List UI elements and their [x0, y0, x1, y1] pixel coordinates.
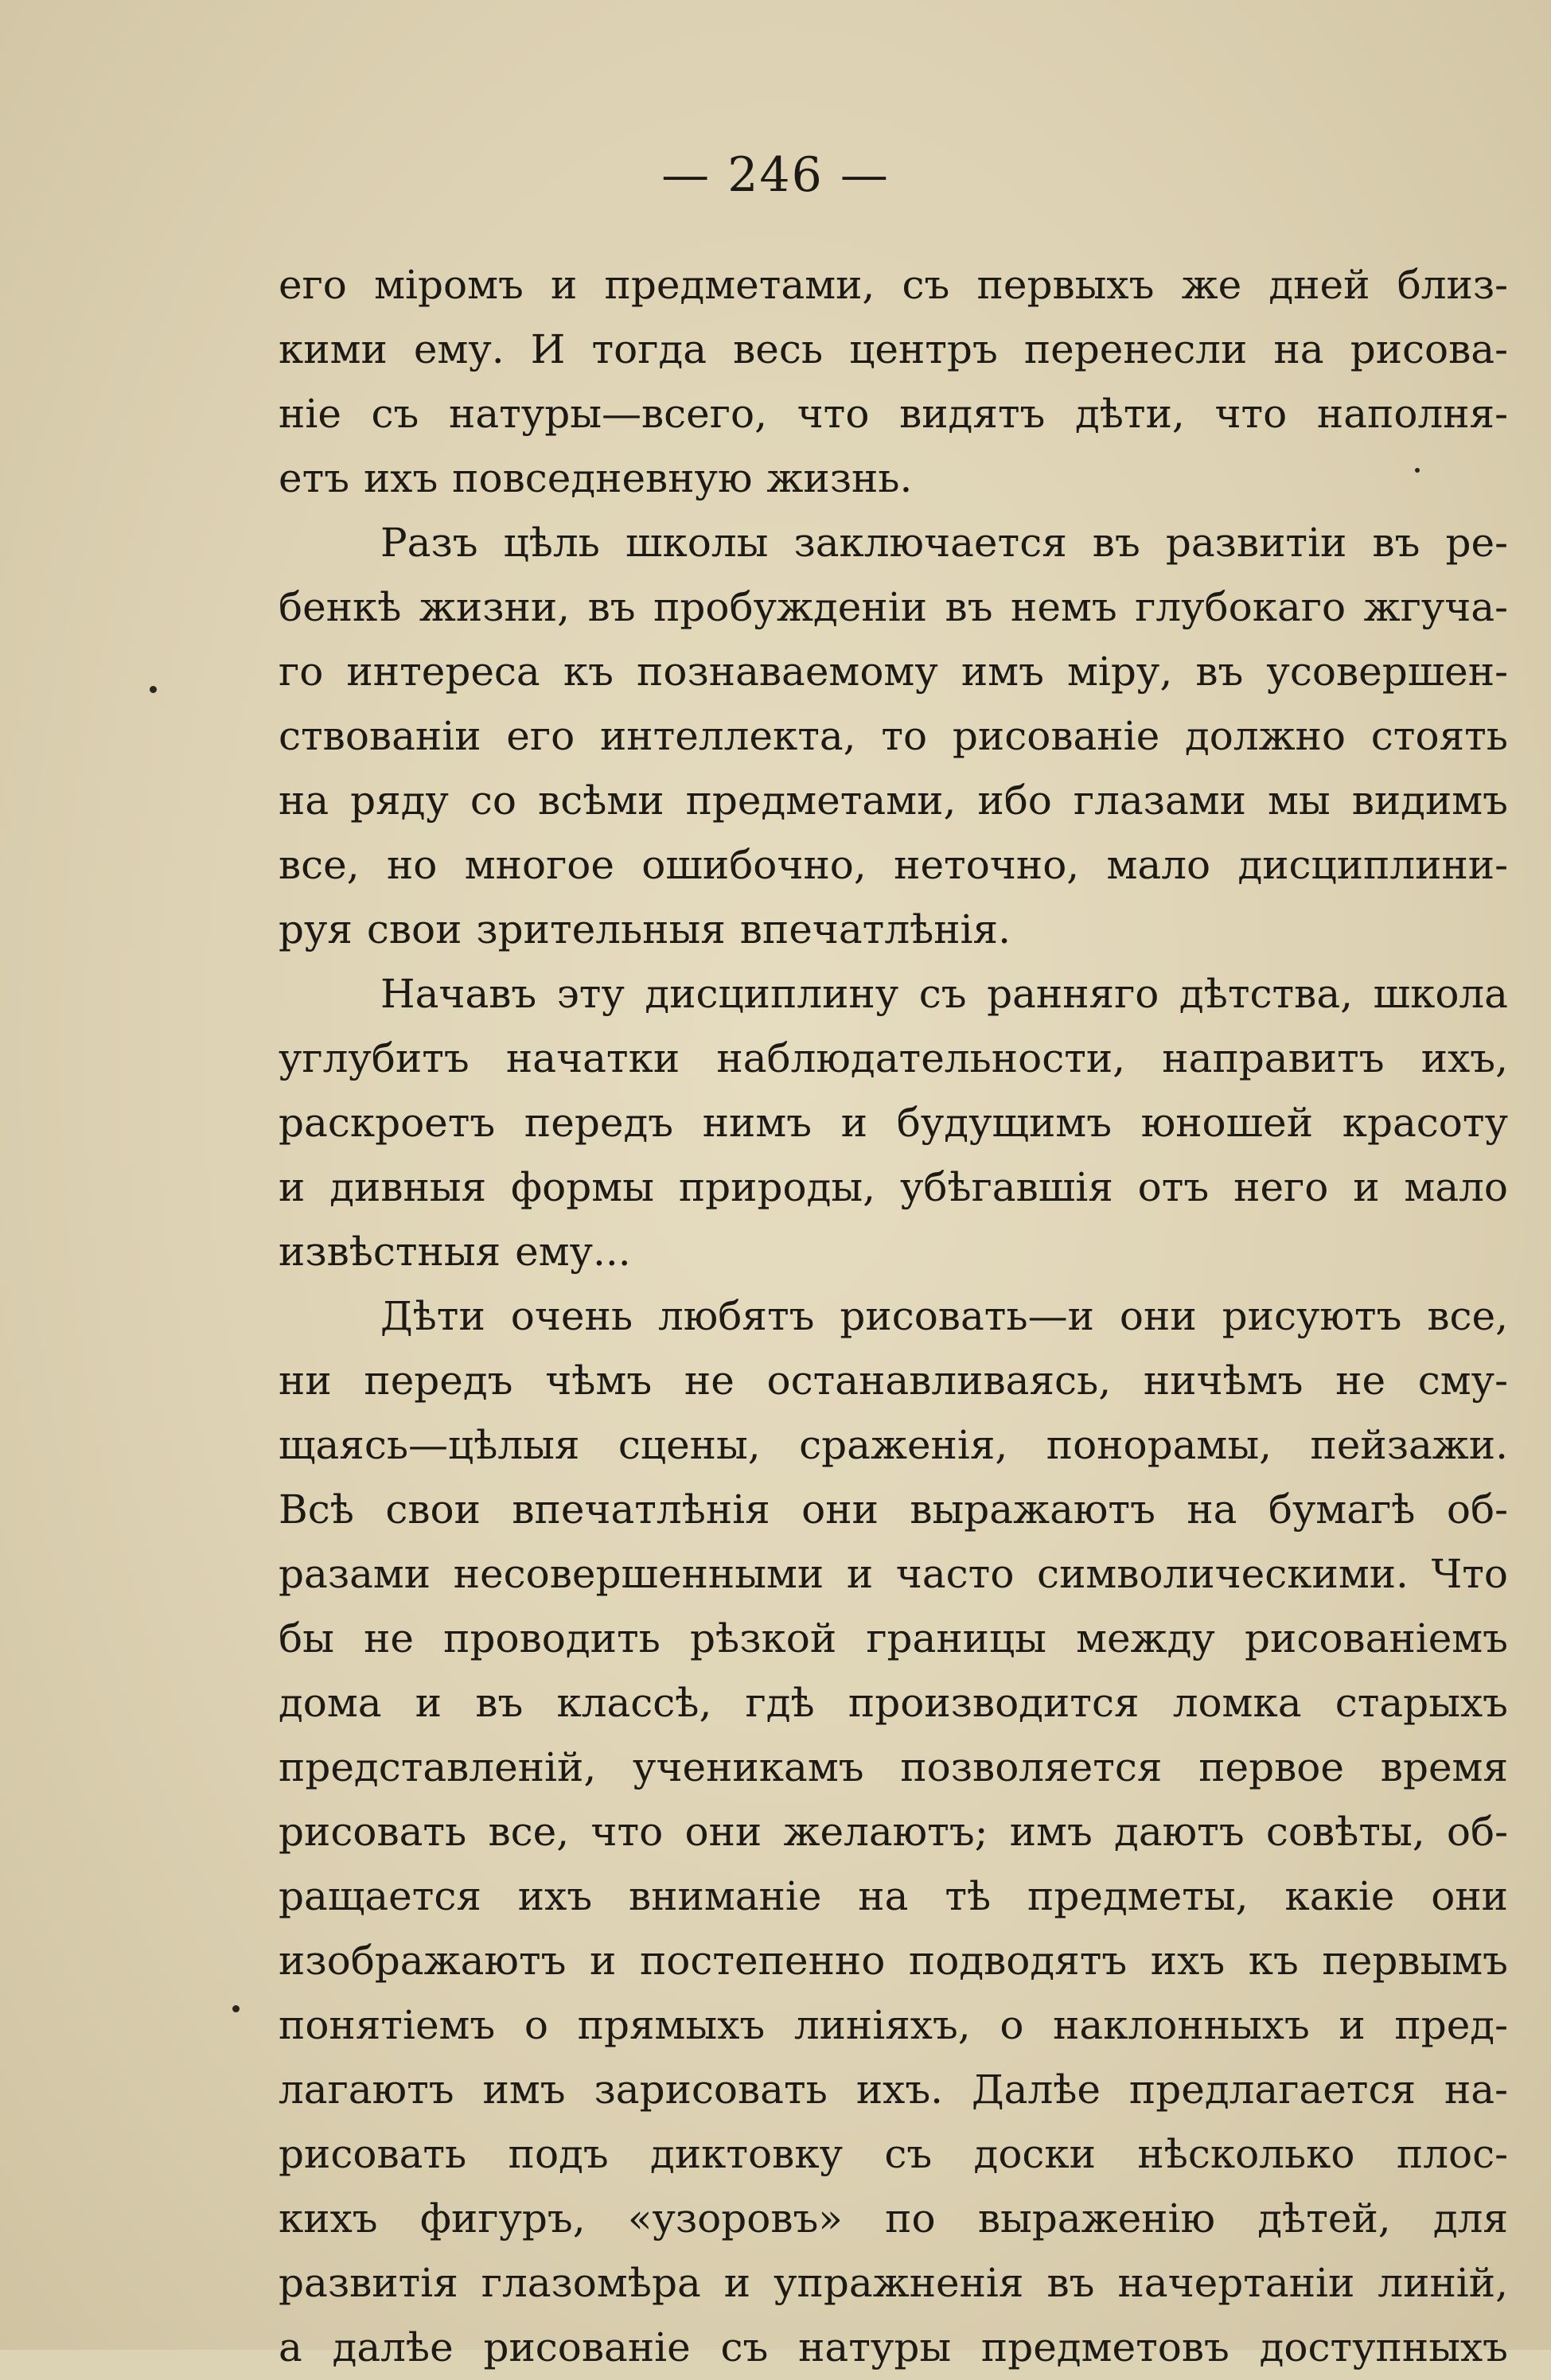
ink-speck — [1415, 468, 1420, 473]
ink-speck — [232, 2005, 240, 2012]
text-line: понятіемъ о прямыхъ линіяхъ, о наклонныхъ и пред- — [279, 2002, 1508, 2048]
text-line: рисовать подъ диктовку съ доски нѣсколько плос- — [279, 2131, 1508, 2177]
text-line: представленій, ученикамъ позволяется первое время — [279, 1744, 1508, 1790]
text-line: лагаютъ имъ зарисовать ихъ. Далѣе предлагается на- — [279, 2066, 1508, 2113]
text-line: дома и въ классѣ, гдѣ производится ломка старыхъ — [279, 1680, 1508, 1726]
text-line: Начавъ эту дисциплину съ ранняго дѣтства, школа — [380, 971, 1508, 1017]
text-line: кими ему. И тогда весь центръ перенесли на рисова- — [279, 326, 1508, 372]
text-line: рисовать все, что они желаютъ; имъ даютъ совѣты, об- — [279, 1809, 1508, 1855]
text-line: углубитъ начатки наблюдательности, направитъ ихъ, — [279, 1035, 1508, 1081]
ink-speck — [150, 686, 157, 693]
text-line: развитія глазомѣра и упражненія въ начертаніи линій, — [279, 2260, 1508, 2306]
text-line: бенкѣ жизни, въ пробужденіи въ немъ глубокаго жгуча- — [279, 584, 1508, 630]
text-line: ни передъ чѣмъ не останавливаясь, ничѣмъ не сму- — [279, 1357, 1508, 1404]
text-line: руя свои зрительныя впечатлѣнія. — [279, 906, 1011, 952]
text-line: извѣстныя ему... — [279, 1229, 631, 1275]
text-line: ращается ихъ вниманіе на тѣ предметы, какіе они — [279, 1873, 1508, 1919]
text-line: Разъ цѣль школы заключается въ развитіи въ ре- — [380, 520, 1508, 566]
text-line: все, но многое ошибочно, неточно, мало дисциплини- — [279, 842, 1508, 888]
text-line: изображаютъ и постепенно подводятъ ихъ къ первымъ — [279, 1938, 1508, 1984]
body-text — [279, 253, 1508, 2380]
text-line: Дѣти очень любятъ рисовать—и они рисуютъ все, — [380, 1293, 1508, 1339]
text-line: Всѣ свои впечатлѣнія они выражаютъ на бумагѣ об- — [279, 1486, 1508, 1533]
text-line: раскроетъ передъ нимъ и будущимъ юношей красоту — [279, 1100, 1508, 1146]
text-line: его міромъ и предметами, съ первыхъ же дней близ- — [279, 262, 1508, 308]
text-line: ствованіи его интеллекта, то рисованіе должно стоять — [279, 713, 1508, 759]
text-line: на ряду со всѣми предметами, ибо глазами мы видимъ — [279, 777, 1508, 824]
text-line: ніе съ натуры—всего, что видятъ дѣти, что наполня- — [279, 391, 1508, 437]
text-line: и дивныя формы природы, убѣгавшія отъ него и мало — [279, 1164, 1508, 1210]
text-line: го интереса къ познаваемому имъ міру, въ усовершен- — [279, 649, 1508, 695]
text-line: етъ ихъ повседневную жизнь. — [279, 455, 913, 501]
text-line: а далѣе рисованіе съ натуры предметовъ доступныхъ — [279, 2324, 1508, 2370]
text-line: бы не проводить рѣзкой границы между рисованіемъ — [279, 1615, 1508, 1661]
text-line: кихъ фигуръ, «узоровъ» по выраженію дѣтей, для — [279, 2195, 1508, 2242]
text-line: щаясь—цѣлыя сцены, сраженія, понорамы, пейзажи. — [279, 1422, 1508, 1468]
text-line: разами несовершенными и часто символическими. Что — [279, 1551, 1508, 1597]
page-number: — 246 — — [661, 147, 890, 203]
